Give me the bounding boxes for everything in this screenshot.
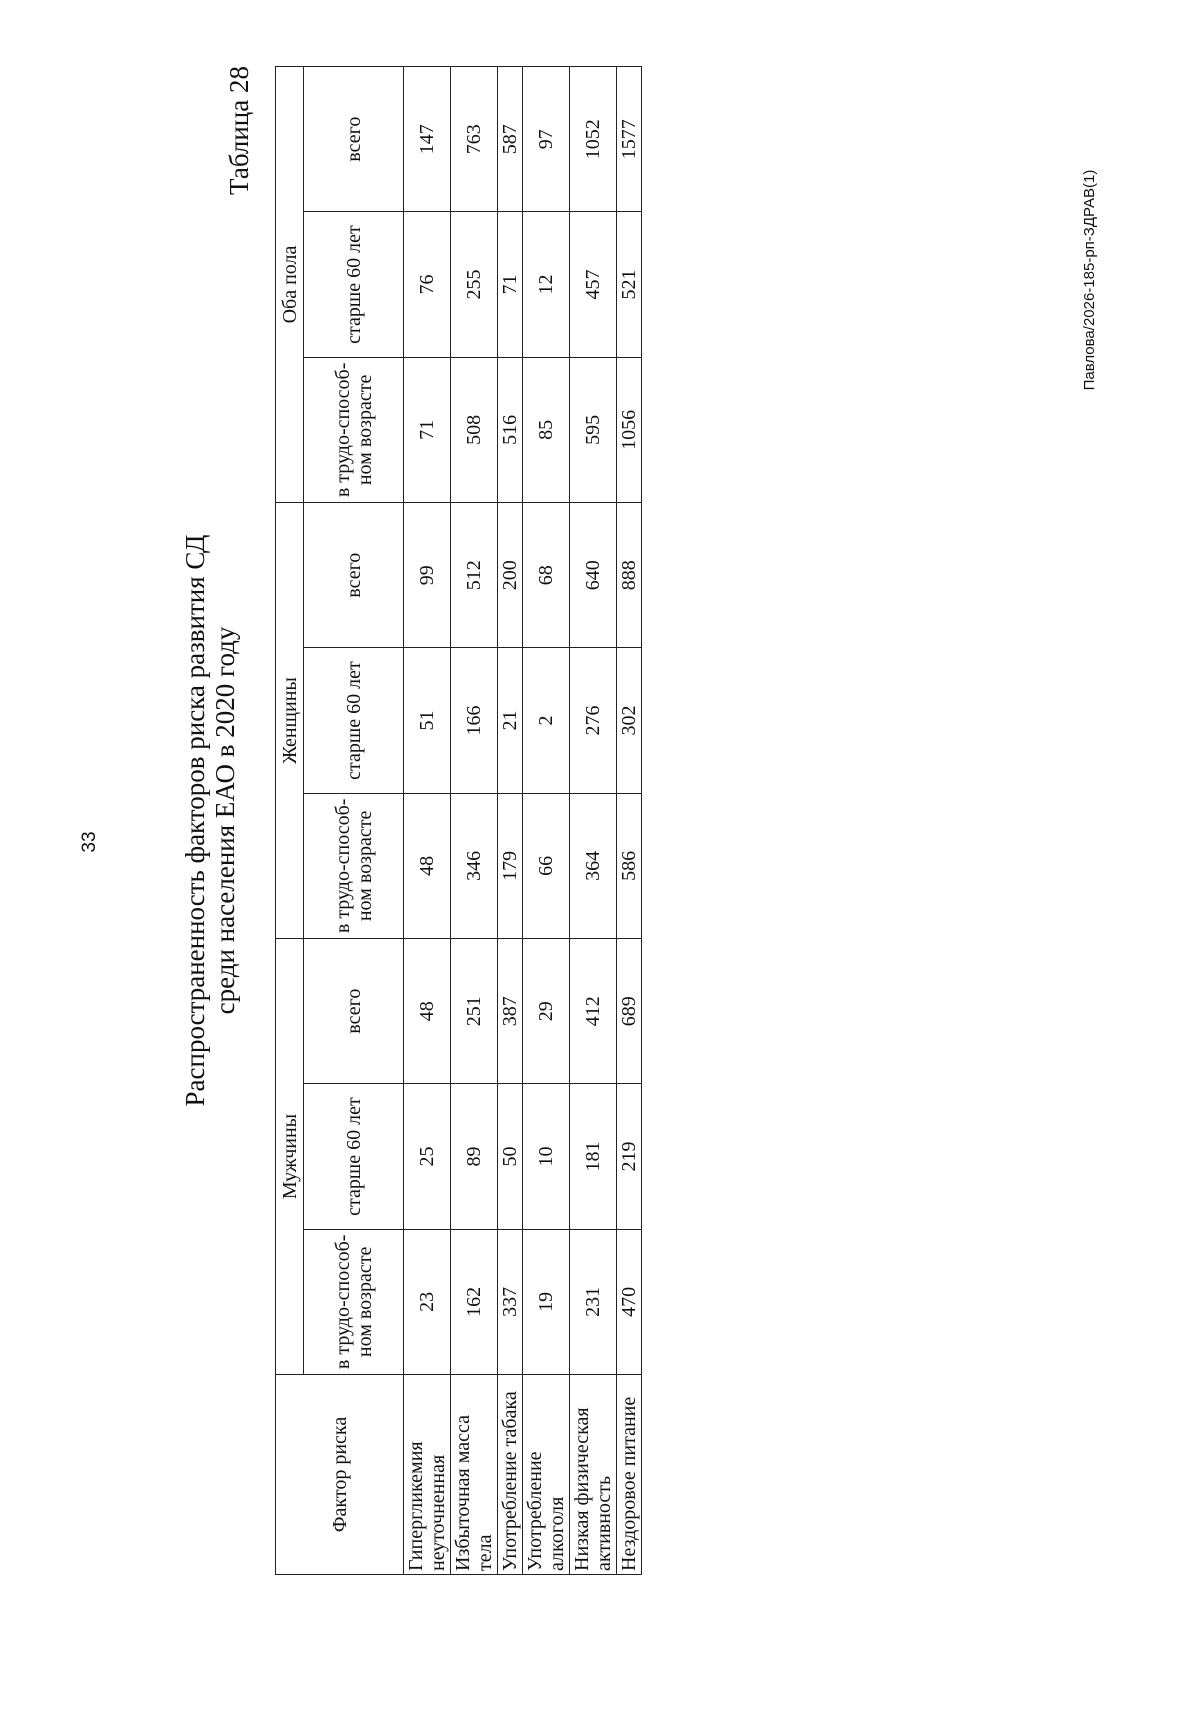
header-men-total: всего bbox=[304, 939, 404, 1084]
cell-value: 586 bbox=[617, 793, 642, 938]
header-factor: Фактор риска bbox=[276, 1375, 404, 1575]
cell-value: 68 bbox=[523, 503, 570, 648]
cell-value: 181 bbox=[570, 1084, 617, 1229]
cell-factor: Гипергликемия неуточненная bbox=[404, 1375, 451, 1575]
cell-value: 147 bbox=[404, 67, 451, 212]
cell-value: 48 bbox=[404, 939, 451, 1084]
cell-value: 12 bbox=[523, 212, 570, 357]
cell-value: 48 bbox=[404, 793, 451, 938]
cell-factor: Нездоровое питание bbox=[617, 1375, 642, 1575]
cell-value: 412 bbox=[570, 939, 617, 1084]
cell-value: 302 bbox=[617, 648, 642, 793]
cell-value: 21 bbox=[498, 648, 523, 793]
cell-value: 97 bbox=[523, 67, 570, 212]
cell-factor: Низкая физическая активность bbox=[570, 1375, 617, 1575]
cell-value: 76 bbox=[404, 212, 451, 357]
header-both-total: всего bbox=[304, 67, 404, 212]
cell-factor: Избыточная масса тела bbox=[451, 1375, 498, 1575]
cell-value: 364 bbox=[570, 793, 617, 938]
cell-value: 346 bbox=[451, 793, 498, 938]
table-row bbox=[617, 67, 642, 1575]
cell-value: 251 bbox=[451, 939, 498, 1084]
table-header-row-groups bbox=[276, 67, 304, 1575]
header-women-working-age: в трудо-способ-ном возрасте bbox=[304, 793, 404, 938]
document-code: Павлова/2026-185-рп-ЗДРАВ(1) bbox=[1081, 169, 1098, 391]
header-both-over60: старше 60 лет bbox=[304, 212, 404, 357]
cell-value: 2 bbox=[523, 648, 570, 793]
cell-value: 71 bbox=[498, 212, 523, 357]
cell-value: 516 bbox=[498, 357, 523, 502]
header-men-working-age: в трудо-способ-ном возрасте bbox=[304, 1229, 404, 1374]
cell-value: 521 bbox=[617, 212, 642, 357]
table-title-line-2: среди населения ЕАО в 2020 году bbox=[210, 626, 240, 1015]
cell-value: 1577 bbox=[617, 67, 642, 212]
cell-value: 200 bbox=[498, 503, 523, 648]
cell-value: 640 bbox=[570, 503, 617, 648]
cell-value: 162 bbox=[451, 1229, 498, 1374]
cell-value: 71 bbox=[404, 357, 451, 502]
cell-value: 99 bbox=[404, 503, 451, 648]
cell-value: 1052 bbox=[570, 67, 617, 212]
cell-value: 255 bbox=[451, 212, 498, 357]
cell-factor: Употребление алкоголя bbox=[523, 1375, 570, 1575]
cell-factor: Употребление табака bbox=[498, 1375, 523, 1575]
cell-value: 1056 bbox=[617, 357, 642, 502]
cell-value: 25 bbox=[404, 1084, 451, 1229]
header-group-men: Мужчины bbox=[276, 939, 304, 1375]
cell-value: 51 bbox=[404, 648, 451, 793]
cell-value: 595 bbox=[570, 357, 617, 502]
header-women-total: всего bbox=[304, 503, 404, 648]
cell-value: 85 bbox=[523, 357, 570, 502]
cell-value: 763 bbox=[451, 67, 498, 212]
table-header-row-subgroups bbox=[304, 67, 404, 1575]
header-men-over60: старше 60 лет bbox=[304, 1084, 404, 1229]
cell-value: 689 bbox=[617, 939, 642, 1084]
cell-value: 166 bbox=[451, 648, 498, 793]
cell-value: 337 bbox=[498, 1229, 523, 1374]
table-number-label: Таблица 28 bbox=[224, 66, 254, 195]
cell-value: 470 bbox=[617, 1229, 642, 1374]
table-row bbox=[451, 67, 498, 1575]
table-title-line-1: Распространенность факторов риска развития СД bbox=[180, 534, 210, 1107]
table-row bbox=[523, 67, 570, 1575]
cell-value: 587 bbox=[498, 67, 523, 212]
cell-value: 387 bbox=[498, 939, 523, 1084]
cell-value: 50 bbox=[498, 1084, 523, 1229]
cell-value: 10 bbox=[523, 1084, 570, 1229]
header-group-both: Оба пола bbox=[276, 67, 304, 503]
cell-value: 23 bbox=[404, 1229, 451, 1374]
cell-value: 512 bbox=[451, 503, 498, 648]
cell-value: 231 bbox=[570, 1229, 617, 1374]
cell-value: 89 bbox=[451, 1084, 498, 1229]
header-both-working-age: в трудо-способ-ном возрасте bbox=[304, 357, 404, 502]
table-body bbox=[404, 67, 642, 1575]
cell-value: 179 bbox=[498, 793, 523, 938]
cell-value: 66 bbox=[523, 793, 570, 938]
table-row bbox=[498, 67, 523, 1575]
cell-value: 888 bbox=[617, 503, 642, 648]
cell-value: 19 bbox=[523, 1229, 570, 1374]
cell-value: 457 bbox=[570, 212, 617, 357]
table-row bbox=[570, 67, 617, 1575]
risk-factors-table bbox=[275, 66, 642, 1575]
rotated-page-content bbox=[180, 66, 1140, 1575]
header-women-over60: старше 60 лет bbox=[304, 648, 404, 793]
cell-value: 29 bbox=[523, 939, 570, 1084]
page-number: 33 bbox=[79, 831, 100, 853]
table-title bbox=[180, 66, 240, 1575]
cell-value: 219 bbox=[617, 1084, 642, 1229]
cell-value: 276 bbox=[570, 648, 617, 793]
cell-value: 508 bbox=[451, 357, 498, 502]
table-row bbox=[404, 67, 451, 1575]
header-group-women: Женщины bbox=[276, 503, 304, 939]
